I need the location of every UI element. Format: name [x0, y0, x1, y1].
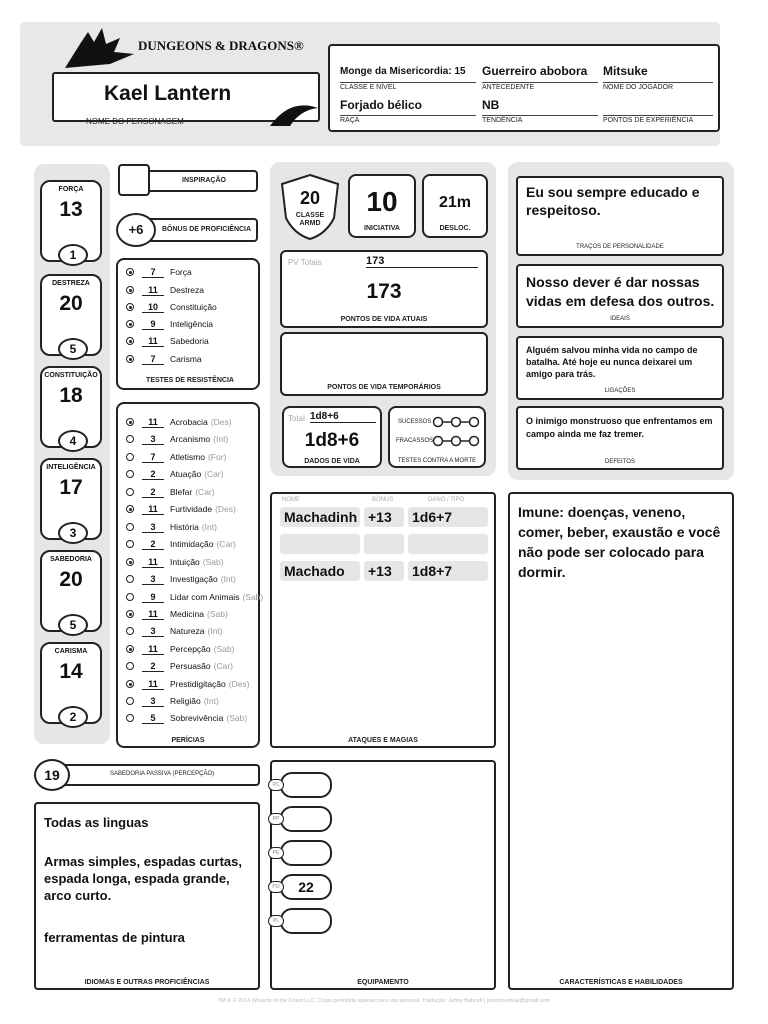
prof-dot[interactable] — [126, 627, 134, 635]
coin-tag: PL — [268, 915, 284, 927]
ability-mod: 5 — [58, 338, 88, 360]
ideals-text[interactable]: Nosso dever é dar nossas vidas em defesa dos outros. — [526, 274, 715, 309]
skill-attr: (Des) — [210, 417, 232, 427]
prof-dot[interactable] — [126, 320, 134, 328]
attacks-box — [270, 492, 496, 748]
ability-score[interactable]: 13 — [59, 198, 83, 221]
ability-name: CARISMA — [54, 648, 88, 655]
skill-row[interactable] — [126, 414, 232, 430]
skill-value: 11 — [142, 417, 164, 428]
coin-value[interactable] — [280, 806, 332, 832]
player-name[interactable]: Mitsuke — [603, 64, 648, 78]
skill-attr: (Sab) — [213, 644, 235, 654]
prof-dot[interactable] — [126, 523, 134, 531]
save-value: 11 — [142, 285, 164, 296]
skill-name: Sobrevivência — [170, 713, 224, 723]
coin-tag: PO — [268, 881, 284, 893]
skill-row[interactable] — [126, 589, 263, 605]
skill-name: Atletismo — [170, 452, 205, 462]
save-row[interactable] — [126, 282, 204, 298]
ability-score[interactable]: 18 — [59, 384, 83, 407]
speed[interactable]: 21m — [438, 194, 472, 211]
skill-name: Furtividade — [170, 504, 213, 514]
skill-attr: (Int) — [220, 574, 236, 584]
prof-dot[interactable] — [126, 303, 134, 311]
ideals-label: IDEAIS — [610, 316, 630, 322]
class-level[interactable]: Monge da Misericordia: 15 — [340, 66, 466, 77]
passive-label: SABEDORIA PASSIVA (PERCEPÇÃO) — [110, 771, 215, 777]
ability-name: DESTREZA — [52, 280, 90, 287]
ability-name: SABEDORIA — [49, 556, 92, 563]
inspiration-box[interactable] — [118, 164, 150, 196]
prof-dot[interactable] — [126, 470, 134, 478]
prof-dot[interactable] — [126, 558, 134, 566]
skill-row[interactable] — [126, 606, 228, 622]
skill-name: Intuição — [170, 557, 200, 567]
equipment-label: EQUIPAMENTO — [357, 979, 409, 986]
skill-attr: (Int) — [213, 434, 229, 444]
skill-row[interactable] — [126, 676, 250, 692]
proficiency-value[interactable]: +6 — [116, 213, 156, 247]
skill-name: Intimidação — [170, 539, 214, 549]
attack-damage[interactable] — [408, 534, 488, 554]
dragon-logo-icon — [60, 24, 140, 72]
skill-attr: (Int) — [201, 522, 217, 532]
skill-value: 11 — [142, 679, 164, 690]
skill-value: 3 — [142, 574, 164, 585]
skill-attr: (Car) — [195, 487, 215, 497]
character-name-label: NOME DO PERSONAGEM — [86, 117, 184, 126]
personality-label: TRAÇOS DE PERSONALIDADE — [576, 244, 664, 250]
death-success-label: SUCESSOS — [398, 419, 432, 425]
character-name[interactable]: Kael Lantern — [104, 82, 232, 105]
bonds-text[interactable]: Alguém salvou minha vida no campo de batalha. Até hoje eu nunca deixarei um amigo para trás. — [526, 345, 698, 379]
languages-label: IDIOMAS E OUTRAS PROFICIÊNCIAS — [84, 979, 210, 986]
save-row[interactable] — [126, 316, 213, 332]
save-value: 11 — [142, 336, 164, 347]
skill-row[interactable] — [126, 536, 236, 552]
attacks-label: ATAQUES E MAGIAS — [348, 737, 418, 744]
language-line[interactable]: Armas simples, espadas curtas, espada longa, espada grande, arco curto. — [44, 854, 242, 903]
skill-row[interactable] — [126, 641, 234, 657]
skill-row[interactable] — [126, 484, 215, 500]
skill-row[interactable] — [126, 571, 236, 587]
skill-row[interactable] — [126, 623, 223, 639]
coin-tag: PC — [268, 779, 284, 791]
save-value: 7 — [142, 354, 164, 365]
attack-name[interactable]: Machado — [280, 561, 360, 581]
skill-name: Arcanismo — [170, 434, 211, 444]
initiative[interactable]: 10 — [366, 186, 398, 217]
hp-current[interactable]: 173 — [366, 280, 402, 303]
prof-dot[interactable] — [126, 286, 134, 294]
attack-bonus[interactable]: +13 — [364, 561, 404, 581]
skill-name: História — [170, 522, 199, 532]
hp-current-label: PONTOS DE VIDA ATUAIS — [340, 316, 428, 323]
personality-text[interactable]: Eu sou sempre educado e respeitoso. — [526, 184, 700, 218]
save-value: 7 — [142, 267, 164, 278]
ability-name: FORÇA — [58, 186, 84, 193]
save-name: Força — [170, 267, 192, 277]
save-value: 9 — [142, 319, 164, 330]
skill-value: 2 — [142, 661, 164, 672]
skill-name: Natureza — [170, 626, 205, 636]
skill-value: 11 — [142, 504, 164, 515]
ability-constitution[interactable] — [40, 366, 102, 448]
footer-copyright: TM & © 2014 Wizards of the Coast LLC. Cópia permitida apenas para uso pessoal. Tradução: Johny Bahcell | jsmotrovirtual@gmail.com — [217, 998, 551, 1004]
success-circles-icon[interactable] — [432, 415, 480, 433]
alignment[interactable]: NB — [482, 98, 500, 112]
ability-score[interactable]: 17 — [59, 476, 83, 499]
skill-value: 2 — [142, 539, 164, 550]
proficiency-label: BÔNUS DE PROFICIÊNCIA — [162, 226, 252, 233]
coin-value[interactable] — [280, 908, 332, 934]
prof-dot[interactable] — [126, 268, 134, 276]
skill-row[interactable] — [126, 431, 228, 447]
ability-mod: 4 — [58, 430, 88, 452]
armor-class-label: CLASSE ARMD — [295, 212, 325, 227]
alignment-label: TENDÊNCIA — [482, 115, 598, 124]
ability-dexterity[interactable] — [40, 274, 102, 356]
skill-name: Persuasão — [170, 661, 211, 671]
hp-max-label: PV Totais — [288, 258, 322, 267]
skills-label: PERÍCIAS — [171, 737, 205, 744]
prof-dot[interactable] — [126, 645, 134, 653]
skill-row[interactable] — [126, 466, 224, 482]
coin-value[interactable] — [280, 840, 332, 866]
prof-dot[interactable] — [126, 540, 134, 548]
ability-mod: 3 — [58, 522, 88, 544]
skill-name: Blefar — [170, 487, 193, 497]
attack-bonus[interactable]: +13 — [364, 507, 404, 527]
prof-dot[interactable] — [126, 662, 134, 670]
hd-total-label: Total — [288, 414, 305, 423]
skill-attr: (Car) — [213, 661, 233, 671]
attack-damage[interactable]: 1d8+7 — [408, 561, 488, 581]
language-line[interactable]: ferramentas de pintura — [44, 930, 185, 945]
skill-value: 7 — [142, 452, 164, 463]
race-label: RAÇA — [340, 115, 476, 124]
prof-dot[interactable] — [126, 680, 134, 688]
skill-name: Prestidigitação — [170, 679, 226, 689]
prof-dot[interactable] — [126, 593, 134, 601]
prof-dot[interactable] — [126, 697, 134, 705]
skill-value: 11 — [142, 644, 164, 655]
skill-attr: (Int) — [207, 626, 223, 636]
attack-damage[interactable]: 1d6+7 — [408, 507, 488, 527]
skill-attr: (Sab) — [226, 713, 248, 723]
player-name-label: NOME DO JOGADOR — [603, 82, 713, 91]
skill-value: 3 — [142, 522, 164, 533]
skill-value: 2 — [142, 487, 164, 498]
initiative-label: INICIATIVA — [364, 225, 400, 232]
save-name: Carisma — [170, 354, 202, 364]
prof-dot[interactable] — [126, 505, 134, 513]
skill-value: 5 — [142, 713, 164, 724]
ability-mod: 5 — [58, 614, 88, 636]
hit-dice-label: DADOS DE VIDA — [304, 458, 360, 465]
skill-value: 11 — [142, 609, 164, 620]
skill-name: Religião — [170, 696, 201, 706]
prof-dot[interactable] — [126, 337, 134, 345]
logo-text: DUNGEONS & DRAGONS® — [138, 38, 304, 53]
ability-name: CONSTITUIÇÃO — [44, 372, 98, 379]
prof-dot[interactable] — [126, 355, 134, 363]
attack-name[interactable]: Machadinh — [280, 507, 360, 527]
background-label: ANTECEDENTE — [482, 82, 598, 91]
ability-mod: 2 — [58, 706, 88, 728]
skill-row[interactable] — [126, 519, 217, 535]
skill-row[interactable] — [126, 710, 247, 726]
ability-intelligence[interactable] — [40, 458, 102, 540]
skill-name: Percepção — [170, 644, 211, 654]
ability-charisma[interactable] — [40, 642, 102, 724]
ability-score[interactable]: 20 — [59, 568, 83, 591]
save-row[interactable] — [126, 351, 202, 367]
skill-row[interactable] — [126, 501, 236, 517]
language-line[interactable]: Todas as linguas — [44, 815, 149, 830]
speed-label: DESLOC. — [439, 225, 471, 232]
skill-attr: (Des) — [215, 504, 236, 514]
skill-value: 9 — [142, 592, 164, 603]
save-row[interactable] — [126, 299, 217, 315]
flaws-label: DEFEITOS — [605, 459, 635, 465]
skill-attr: (Car) — [204, 469, 224, 479]
ability-strength[interactable] — [40, 180, 102, 262]
skill-name: Medicina — [170, 609, 205, 619]
save-name: Destreza — [170, 285, 205, 295]
background[interactable]: Guerreiro abobora — [482, 64, 588, 78]
skill-row[interactable] — [126, 449, 226, 465]
attacks-col-dmg: DANO / TIPO — [428, 497, 465, 503]
hd-total[interactable]: 1d8+6 — [310, 411, 376, 423]
skill-row[interactable] — [126, 658, 233, 674]
hp-temp-label: PONTOS DE VIDA TEMPORÁRIOS — [327, 384, 441, 391]
skill-attr: (Sab) — [242, 592, 264, 602]
coin-value[interactable]: 22 — [280, 874, 332, 900]
skill-attr: (Car) — [216, 539, 236, 549]
coin-tag: PP — [268, 813, 284, 825]
attack-name[interactable] — [280, 534, 360, 554]
skill-attr: (Sab) — [207, 609, 228, 619]
bonds-label: LIGAÇÕES — [604, 388, 636, 394]
attacks-col-bonus: BÔNUS — [372, 497, 394, 503]
tail-icon — [270, 98, 320, 128]
skill-attr: (Des) — [228, 679, 250, 689]
skill-name: Investigação — [170, 574, 218, 584]
save-name: Sabedoria — [170, 336, 209, 346]
skill-attr: (For) — [207, 452, 227, 462]
hp-max[interactable]: 173 — [366, 255, 478, 268]
prof-dot[interactable] — [126, 418, 134, 426]
passive-value[interactable]: 19 — [34, 759, 70, 791]
coin-tag: PE — [268, 847, 284, 859]
skill-value: 11 — [142, 557, 164, 568]
skill-value: 3 — [142, 626, 164, 637]
skill-value: 2 — [142, 469, 164, 480]
save-name: Inteligência — [170, 319, 214, 329]
attack-bonus[interactable] — [364, 534, 404, 554]
skill-attr: (Sab) — [202, 557, 224, 567]
armor-class[interactable]: 20 — [299, 188, 321, 208]
skill-name: Acrobacia — [170, 417, 208, 427]
save-row[interactable] — [126, 333, 209, 349]
ability-mod: 1 — [58, 244, 88, 266]
race[interactable]: Forjado bélico — [340, 98, 423, 112]
prof-dot[interactable] — [126, 714, 134, 722]
skill-attr: (Int) — [203, 696, 219, 706]
saves-label: TESTES DE RESISTÊNCIA — [146, 377, 234, 384]
death-saves-label: TESTES CONTRA A MORTE — [397, 458, 477, 464]
save-row[interactable] — [126, 264, 192, 280]
prof-dot[interactable] — [126, 488, 134, 496]
skill-row[interactable] — [126, 554, 224, 570]
save-value: 10 — [142, 302, 164, 313]
skill-value: 3 — [142, 434, 164, 445]
features-label: CARACTERÍSTICAS E HABILIDADES — [559, 979, 683, 986]
skill-name: Atuação — [170, 469, 202, 479]
flaws-text[interactable]: O inimigo monstruoso que enfrentamos em campo ainda me faz tremer. — [526, 416, 713, 439]
inspiration-label: INSPIRAÇÃO — [182, 177, 226, 184]
xp-label: PONTOS DE EXPERIÊNCIA — [603, 115, 713, 124]
prof-dot[interactable] — [126, 435, 134, 443]
ability-score[interactable]: 14 — [59, 660, 83, 683]
prof-dot[interactable] — [126, 575, 134, 583]
death-fail-label: FRACASSOS — [396, 438, 434, 444]
skill-row[interactable] — [126, 693, 219, 709]
prof-dot[interactable] — [126, 610, 134, 618]
attacks-col-name: NOME — [282, 497, 300, 503]
ability-score[interactable]: 20 — [59, 292, 83, 315]
ability-wisdom[interactable] — [40, 550, 102, 632]
skill-value: 3 — [142, 696, 164, 707]
hit-dice[interactable]: 1d8+6 — [304, 430, 360, 451]
class-level-label: CLASSE E NÍVEL — [340, 82, 476, 91]
skill-name: Lidar com Animais — [170, 592, 240, 602]
coin-value[interactable] — [280, 772, 332, 798]
prof-dot[interactable] — [126, 453, 134, 461]
fail-circles-icon[interactable] — [432, 434, 480, 452]
save-name: Constituição — [170, 302, 217, 312]
features-text[interactable]: Imune: doenças, veneno, comer, beber, exaustão e você não pode ser colocado para dormir. — [518, 504, 721, 580]
ability-name: INTELIGÊNCIA — [46, 464, 96, 471]
